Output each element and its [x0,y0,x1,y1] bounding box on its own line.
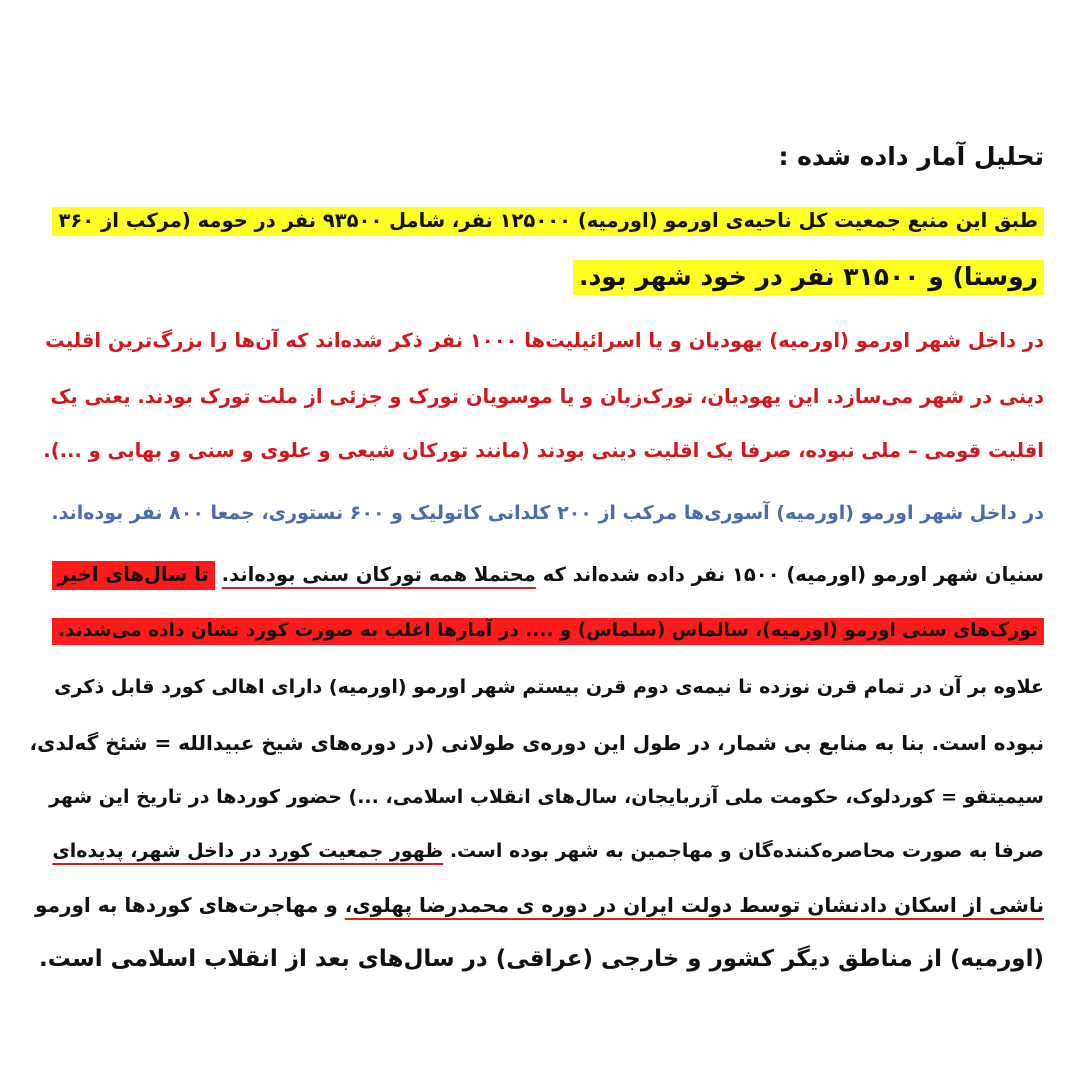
underlined-text: محتملا همه تورکان سنی بوده‌اند. [221,563,536,586]
red-highlight: تا سال‌های اخیر [52,561,215,590]
paragraph-jews-line-2: دینی در شهر می‌سازد. این یهودیان، تورک‌زبان و یا موسویان تورک و جزئی از ملت تورک بودند. یعنی یک [50,385,1044,408]
underlined-text: ناشی از اسکان دادنشان توسط دولت ایران در دوره ی محمدرضا پهلوی، [344,893,1044,917]
section-heading: تحلیل آمار داده شده : [778,142,1044,171]
paragraph-kurds-line-2: نبوده است. بنا به منابع بی شمار، در طول این دوره‌ی طولانی (در دوره‌های شیخ عبیدالله = شئخ گه‌لدی، [30,731,1044,755]
paragraph-jews-line-1: در داخل شهر اورمو (اورمیه) یهودیان و یا اسرائیلیت‌ها ۱۰۰۰ نفر ذکر شده‌اند که آن‌ها را بزرگ‌ترین اقلیت [45,329,1044,352]
red-highlight: تورک‌های سنی اورمو (اورمیه)، سالماس (سلماس) و .... در آمارها اغلب به صورت کورد نشان داده می‌شدند. [52,618,1044,645]
paragraph-kurds-line-3: سیمیتقو = کوردلوک، حکومت ملی آزربایجان، سال‌های انقلاب اسلامی، ...) حضور کوردها در تاریخ این شهر [49,786,1044,808]
paragraph-kurds-line-4: صرفا به صورت محاصره‌کننده‌گان و مهاجمین به شهر بوده است. ظهور جمعیت کورد در داخل شهر، پدیده‌ای [52,840,1044,862]
paragraph-jews-line-3: اقلیت قومی – ملی نبوده، صرفا یک اقلیت دینی بودند (مانند تورکان شیعی و علوی و سنی و بهایی و ...). [43,439,1044,462]
paragraph-kurds-line-5: ناشی از اسکان دادنشان توسط دولت ایران در دوره ی محمدرضا پهلوی، و مهاجرت‌های کوردها به اورمو [35,893,1044,917]
paragraph-kurds-line-6: (اورمیه) از مناطق دیگر کشور و خارجی (عراقی) در سال‌های بعد از انقلاب اسلامی است. [39,946,1044,972]
paragraph-population-line-2 [30,258,1044,302]
paragraph-assyrians-line-1: در داخل شهر اورمو (اورمیه) آسوری‌ها مرکب از ۲۰۰ کلدانی کاتولیک و ۶۰۰ نستوری، جمعا ۸۰۰ نفر بوده‌اند. [51,502,1044,524]
yellow-highlight: طبق این منبع جمعیت کل ناحیه‌ی اورمو (اورمیه) ۱۲۵۰۰۰ نفر، شامل ۹۳۵۰۰ نفر در حومه (مرکب از ۳۶۰ [52,207,1044,236]
yellow-highlight: روستا) و ۳۱۵۰۰ نفر در خود شهر بود. [573,260,1044,295]
paragraph-kurds-line-1: علاوه بر آن در تمام قرن نوزده تا نیمه‌ی دوم قرن بیستم شهر اورمو (اورمیه) دارای اهالی کورد قابل ذکری [54,676,1044,698]
paragraph-sunnis-line-2 [30,612,1044,656]
paragraph-population-line-1 [30,202,1044,246]
paragraph-sunnis-line-1: سنیان شهر اورمو (اورمیه) ۱۵۰۰ نفر داده شده‌اند که محتملا همه تورکان سنی بوده‌اند. تا سال‌های اخیر [30,556,1044,600]
underlined-text: ظهور جمعیت کورد در داخل شهر، پدیده‌ای [52,840,444,862]
